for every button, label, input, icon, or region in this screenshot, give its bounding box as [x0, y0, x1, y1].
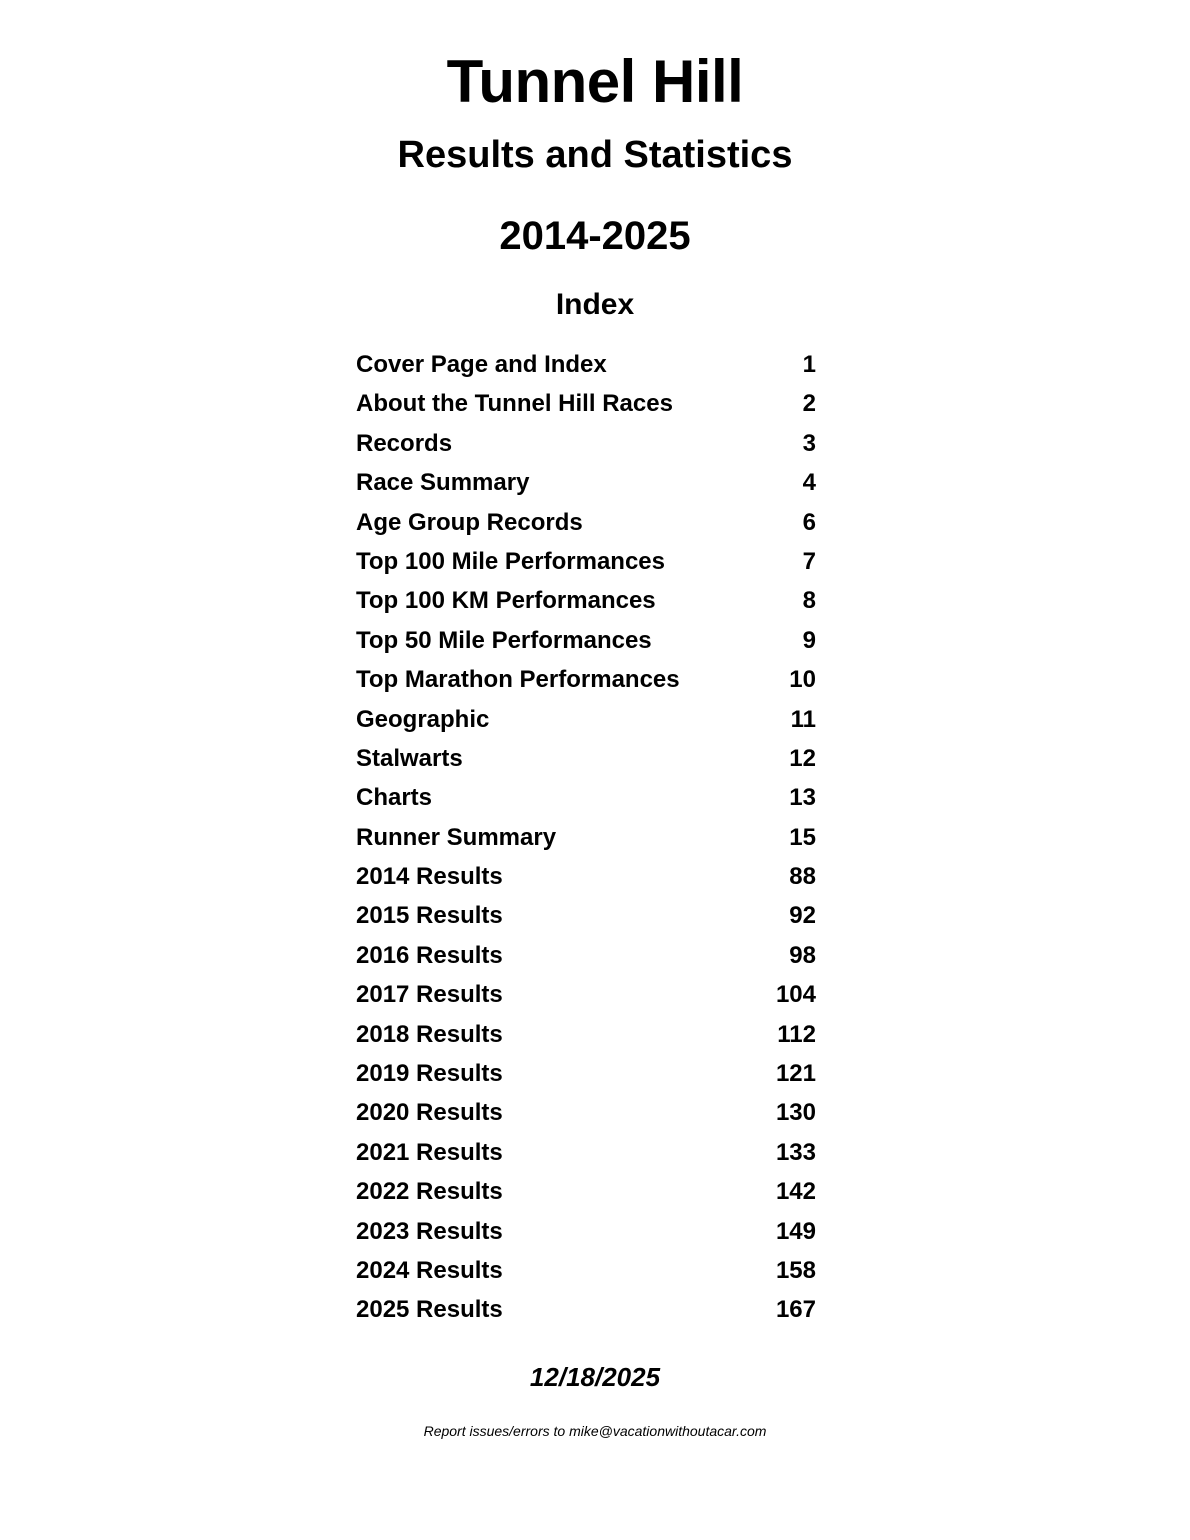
index-entry: [356, 818, 816, 857]
index-entry-page: 9: [802, 626, 816, 654]
index-entry-page: 13: [789, 784, 816, 812]
index-entry-page: 88: [789, 863, 816, 891]
index-entry-page: 92: [789, 902, 816, 930]
year-range: 2014-2025: [499, 214, 691, 258]
index-entry-label: 2018 Results: [356, 1020, 503, 1048]
index-entry-label: 2014 Results: [356, 863, 503, 891]
index-entry: [356, 384, 816, 423]
index-entry: [356, 936, 816, 975]
index-entry-page: 142: [775, 1178, 816, 1206]
index-entry-page: 2: [802, 390, 816, 418]
index-entry-page: 4: [802, 469, 816, 497]
index-entry-label: 2022 Results: [356, 1178, 503, 1206]
index-entry-page: 12: [789, 744, 816, 772]
document-subtitle: Results and Statistics: [397, 134, 793, 176]
index-entry-page: 130: [775, 1099, 816, 1127]
index-entry-label: Age Group Records: [356, 508, 583, 536]
index-entry-page: 158: [775, 1256, 816, 1284]
index-entry: [356, 1251, 816, 1290]
index-entry: [356, 1212, 816, 1251]
index-entry: [356, 503, 816, 542]
index-entry-page: 121: [775, 1060, 816, 1088]
index-entry: [356, 700, 816, 739]
index-entry-page: 8: [802, 587, 816, 615]
index-entry-page: 6: [802, 508, 816, 536]
index-entry: [356, 857, 816, 896]
document-date: 12/18/2025: [529, 1362, 661, 1392]
index-entry-label: Charts: [356, 784, 433, 812]
index-entry-page: 98: [789, 941, 816, 969]
index-entry: [356, 1172, 816, 1211]
index-entry: [356, 660, 816, 699]
index-entry-label: Top 100 Mile Performances: [356, 547, 665, 575]
index-entry: [356, 778, 816, 817]
index-entry-label: About the Tunnel Hill Races: [356, 390, 673, 418]
index-entry: [356, 345, 816, 384]
index-list: [356, 345, 816, 1330]
index-entry-label: Cover Page and Index: [356, 351, 607, 378]
index-entry-label: Top 50 Mile Performances: [356, 626, 652, 654]
index-entry: [356, 424, 816, 463]
index-entry-page: 11: [790, 705, 816, 733]
index-entry-page: 1: [802, 351, 816, 378]
index-entry-label: Records: [356, 429, 453, 457]
index-entry: [356, 975, 816, 1014]
index-entry-page: 133: [775, 1138, 816, 1166]
index-entry-page: 3: [802, 429, 816, 457]
index-entry-label: Top Marathon Performances: [356, 666, 680, 694]
index-entry: [356, 581, 816, 620]
document-title: Tunnel Hill: [446, 48, 744, 115]
index-entry-page: 15: [789, 823, 816, 851]
index-entry: [356, 621, 816, 660]
index-entry-label: 2015 Results: [356, 902, 503, 930]
index-entry-label: 2025 Results: [356, 1296, 503, 1324]
index-entry-label: Runner Summary: [356, 823, 557, 851]
index-entry-page: 10: [789, 666, 816, 694]
index-entry-label: 2017 Results: [356, 981, 503, 1009]
index-entry-label: 2019 Results: [356, 1060, 503, 1088]
index-entry-page: 167: [775, 1296, 816, 1324]
index-entry-label: 2021 Results: [356, 1138, 503, 1166]
index-entry-page: 104: [775, 981, 816, 1009]
index-entry-label: 2020 Results: [356, 1099, 503, 1127]
index-entry-page: 112: [777, 1020, 816, 1048]
index-entry: [356, 1290, 816, 1329]
index-entry-page: 7: [802, 547, 816, 575]
index-entry-label: Race Summary: [356, 469, 530, 497]
index-entry: [356, 463, 816, 502]
index-entry: [356, 739, 816, 778]
contact-note: Report issues/errors to mike@vacationwithoutacar.com: [423, 1423, 767, 1439]
index-entry: [356, 1054, 816, 1093]
index-entry: [356, 1015, 816, 1054]
index-entry: [356, 896, 816, 935]
index-entry-label: 2016 Results: [356, 941, 503, 969]
index-entry-label: 2023 Results: [356, 1217, 503, 1245]
index-entry-label: Stalwarts: [356, 744, 463, 772]
index-entry: [356, 1093, 816, 1132]
index-entry: [356, 1133, 816, 1172]
index-entry-label: Top 100 KM Performances: [356, 587, 656, 615]
index-entry-page: 149: [775, 1217, 816, 1245]
index-entry-label: 2024 Results: [356, 1256, 503, 1284]
index-entry: [356, 542, 816, 581]
index-heading: Index: [555, 288, 635, 321]
index-entry-label: Geographic: [356, 705, 490, 733]
